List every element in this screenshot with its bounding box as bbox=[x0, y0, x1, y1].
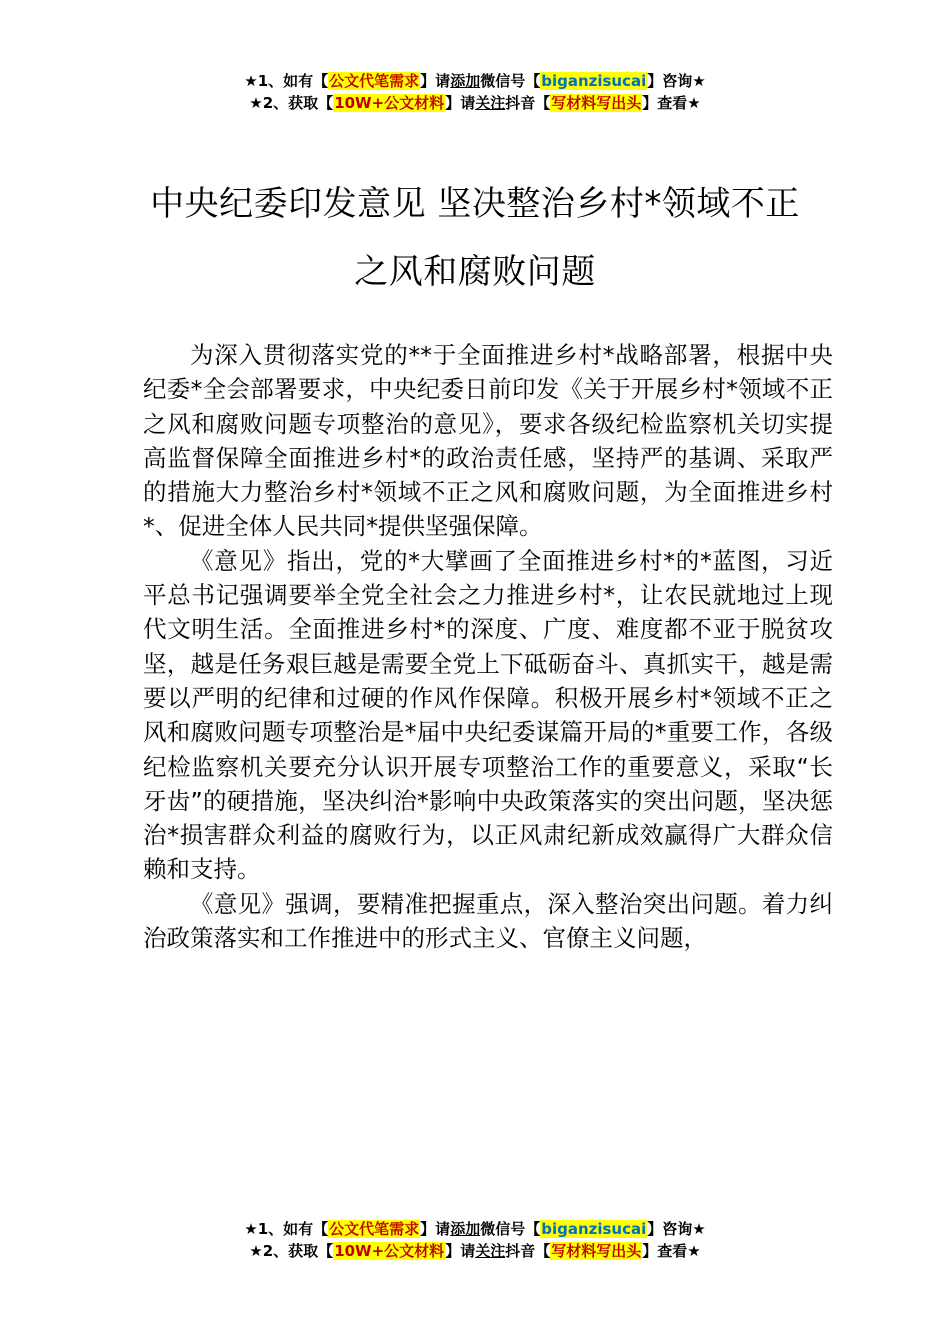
paragraph-3: 《意见》强调，要精准把握重点，深入整治突出问题。着力纠治政策落实和工作推进中的形式主义、官僚主义问题， bbox=[143, 889, 833, 953]
banner-text: ★2、获取【 bbox=[249, 1242, 334, 1260]
banner-text: 微信号【 bbox=[480, 1220, 541, 1238]
banner-line-1 bbox=[0, 70, 950, 92]
banner-line-1 bbox=[0, 1218, 950, 1240]
wechat-id: biganzisucai bbox=[541, 72, 647, 90]
highlight-service: 公文代笔需求 bbox=[329, 72, 420, 90]
banner-text: 】请 bbox=[445, 1242, 476, 1260]
banner-emphasis: 关注 bbox=[475, 94, 506, 112]
highlight-service: 公文代笔需求 bbox=[329, 1220, 420, 1238]
banner-text: 】查看★ bbox=[642, 1242, 701, 1260]
title-line-1: 中央纪委印发意见 坚决整治乡村*领域不正 bbox=[150, 184, 800, 224]
banner-line-2 bbox=[0, 92, 950, 114]
banner-line-2 bbox=[0, 1240, 950, 1262]
banner-text: ★1、如有【 bbox=[244, 72, 329, 90]
banner-text: 微信号【 bbox=[480, 72, 541, 90]
banner-text: 抖音【 bbox=[505, 94, 551, 112]
douyin-account: 写材料写出头 bbox=[551, 1242, 642, 1260]
paragraph-2: 《意见》指出，党的*大擘画了全面推进乡村*的*蓝图，习近平总书记强调要举全党全社会之力推进乡村*，让农民就地过上现代文明生活。全面推进乡村*的深度、广度、难度都不亚于脱贫攻坚，越是任务艰巨越是需要全党上下砥砺奋斗、真抓实干，越是需要以严明的纪律和过硬的作风作保障。积极开展乡村*领域不正之风和腐败问题专项整治是*届中央纪委谋篇开局的*重要工作，各级纪检监察机关要充分认识开展专项整治工作的重要意义，采取“长牙齿”的硬措施，坚决纠治*影响中央政策落实的突出问题，坚决惩治*损害群众利益的腐败行为，以正风肃纪新成效赢得广大群众信赖和支持。 bbox=[143, 546, 833, 884]
banner-text: 】请 bbox=[420, 72, 451, 90]
banner-text: 】请 bbox=[445, 94, 476, 112]
banner-text: ★2、获取【 bbox=[249, 94, 334, 112]
wechat-id: biganzisucai bbox=[541, 1220, 647, 1238]
banner-text: ★1、如有【 bbox=[244, 1220, 329, 1238]
header-banner bbox=[0, 70, 950, 114]
highlight-materials: 10W+公文材料 bbox=[334, 1242, 445, 1260]
banner-emphasis: 关注 bbox=[475, 1242, 506, 1260]
banner-emphasis: 添加 bbox=[450, 72, 481, 90]
banner-text: 】请 bbox=[420, 1220, 451, 1238]
document-body bbox=[143, 338, 833, 955]
banner-text: 】咨询★ bbox=[647, 1220, 706, 1238]
paragraph-1: 为深入贯彻落实党的**于全面推进乡村*战略部署，根据中央纪委*全会部署要求，中央纪委日前印发《关于开展乡村*领域不正之风和腐败问题专项整治的意见》，要求各级纪检监察机关切实提高监督保障全面推进乡村*的政治责任感，坚持严的基调、采取严的措施大力整治乡村*领域不正之风和腐败问题，为全面推进乡村*、促进全体人民共同*提供坚强保障。 bbox=[143, 341, 833, 541]
douyin-account: 写材料写出头 bbox=[551, 94, 642, 112]
banner-emphasis: 添加 bbox=[450, 1220, 481, 1238]
banner-text: 】查看★ bbox=[642, 94, 701, 112]
document-title bbox=[120, 170, 830, 306]
banner-text: 】咨询★ bbox=[647, 72, 706, 90]
footer-banner bbox=[0, 1218, 950, 1262]
banner-text: 抖音【 bbox=[505, 1242, 551, 1260]
title-line-2: 之风和腐败问题 bbox=[354, 252, 596, 292]
highlight-materials: 10W+公文材料 bbox=[334, 94, 445, 112]
